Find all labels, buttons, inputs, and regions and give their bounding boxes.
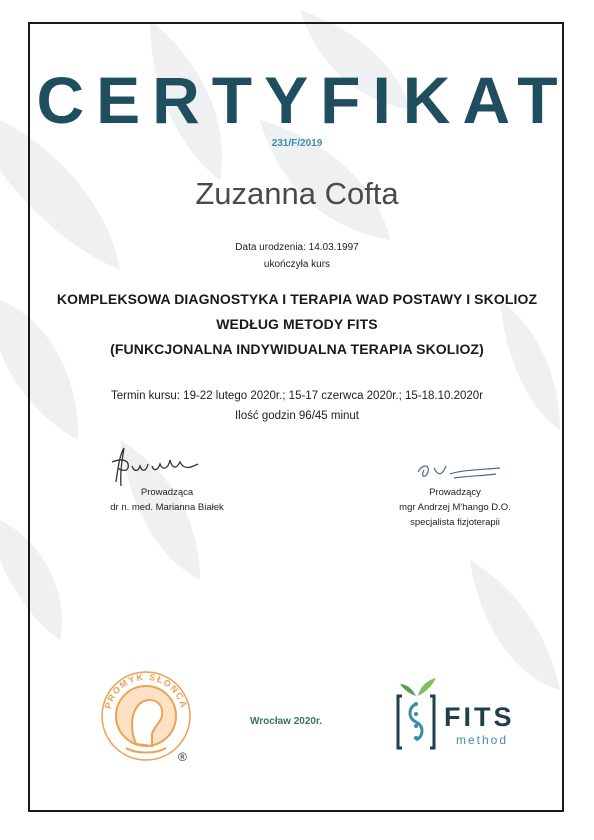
right-signatory-name: mgr Andrzej M'hango D.O. [399, 502, 511, 513]
course-title-line-2: WEDŁUG METODY FITS [216, 316, 378, 332]
recipient-name: Zuzanna Cofta [195, 176, 399, 211]
fits-logo-word: FITS [444, 702, 515, 732]
completed-course-text: ukończyła kurs [263, 259, 331, 270]
course-terms: Termin kursu: 19-22 lutego 2020r.; 15-17 czerwca 2020r.; 15-18.10.2020r [110, 390, 484, 402]
right-signature [410, 456, 510, 486]
left-signatory-role: Prowadząca [140, 487, 194, 498]
fits-logo-mark [396, 674, 446, 754]
course-title-line-3: (FUNKCJONALNA INDYWIDUALNA TERAPIA SKOLIOZ) [110, 341, 484, 357]
right-signatory-title: specjalista fizjoterapii [410, 517, 500, 528]
course-title-line-1: KOMPLEKSOWA DIAGNOSTYKA I TERAPIA WAD POSTAWY I SKOLIOZ [56, 291, 538, 307]
certificate-number: 231/F/2019 [271, 138, 323, 149]
birth-date: Data urodzenia: 14.03.1997 [235, 242, 359, 253]
right-signatory-role: Prowadzący [429, 487, 481, 498]
promyk-slonca-logo [96, 664, 196, 764]
certificate-title: CERTYFIKAT [36, 63, 570, 137]
fits-logo-subtitle: method [456, 733, 509, 747]
city-date: Wrocław 2020r. [250, 716, 323, 727]
registered-mark: ® [178, 750, 187, 764]
course-hours: Ilość godzin 96/45 minut [234, 410, 360, 422]
promyk-logo-text: PROMYK SŁOŃCA [102, 671, 190, 710]
left-signatory-name: dr n. med. Marianna Białek [110, 502, 224, 513]
